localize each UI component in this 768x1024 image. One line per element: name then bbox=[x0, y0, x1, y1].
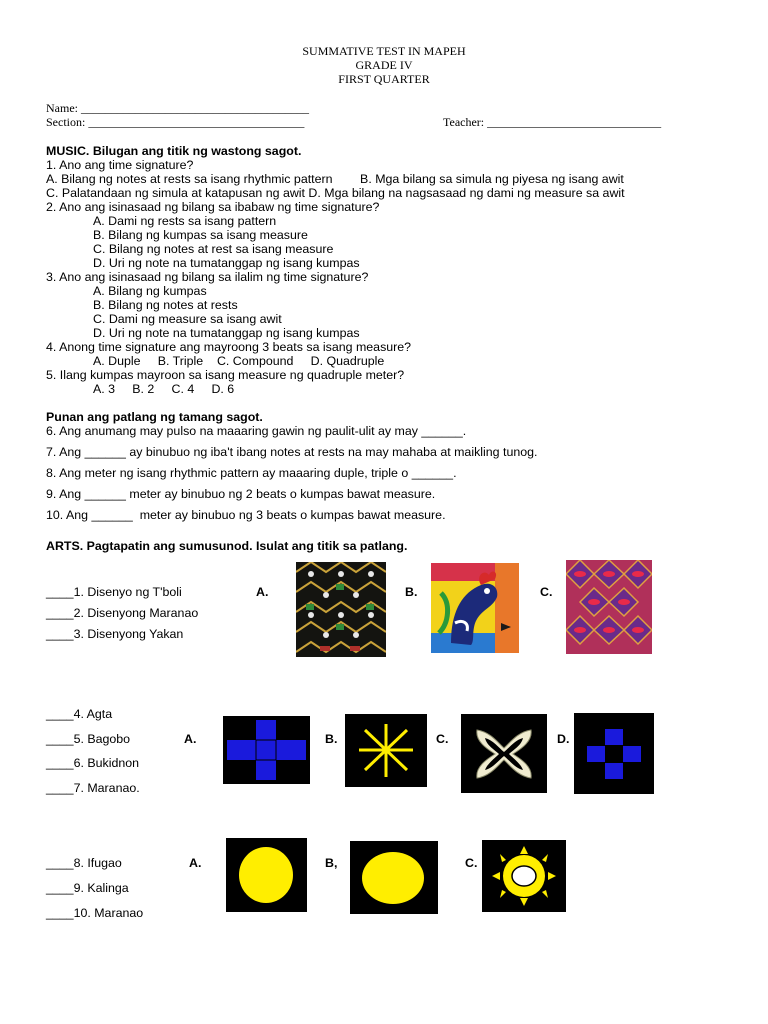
question-2-option-d: D. Uri ng note na tumatanggap ng isang kumpas bbox=[93, 256, 360, 270]
name-field[interactable]: Name: ______________________________________ bbox=[46, 101, 309, 115]
teacher-field[interactable]: Teacher: _____________________________ bbox=[443, 115, 662, 129]
arts-item-7: ____7. Maranao. bbox=[46, 781, 140, 795]
question-5-options: A. 3 B. 2 C. 4 D. 6 bbox=[93, 382, 235, 396]
arts-heading: ARTS. Pagtapatin ang sumusunod. Isulat ang titik sa patlang. bbox=[46, 539, 408, 553]
choice-letter-a: A. bbox=[189, 856, 202, 870]
arts-item-1: ____1. Disenyo ng T'boli bbox=[46, 585, 182, 599]
yellow-circle-symbol bbox=[226, 838, 307, 912]
question-3-option-a: A. Bilang ng kumpas bbox=[93, 284, 207, 298]
music-heading-label: MUSIC. bbox=[46, 144, 90, 158]
choice-letter-b: B. bbox=[405, 585, 418, 599]
choice-letter-a: A. bbox=[184, 732, 197, 746]
question-2-option-b: B. Bilang ng kumpas sa isang measure bbox=[93, 228, 308, 242]
question-4: 4. Anong time signature ang mayroong 3 beats sa isang measure? bbox=[46, 340, 412, 354]
music-heading-instruction: Bilugan ang titik ng wastong sagot. bbox=[89, 144, 302, 158]
question-4-options: A. Duple B. Triple C. Compound D. Quadruple bbox=[93, 354, 385, 368]
arts-item-3: ____3. Disenyong Yakan bbox=[46, 627, 184, 641]
choice-letter-c: C. bbox=[465, 856, 478, 870]
choice-letter-b: B. bbox=[325, 732, 338, 746]
question-5: 5. Ilang kumpas mayroon sa isang measure ng quadruple meter? bbox=[46, 368, 405, 382]
arts-item-5: ____5. Bagobo bbox=[46, 732, 131, 746]
blue-cross-symbol bbox=[223, 716, 310, 784]
question-3: 3. Ano ang isinasaad ng bilang sa ilalim ng time signature? bbox=[46, 270, 369, 284]
yellow-star-symbol bbox=[345, 714, 427, 787]
question-3-option-b: B. Bilang ng notes at rests bbox=[93, 298, 238, 312]
choice-letter-c: C. bbox=[436, 732, 449, 746]
yakan-textile-image bbox=[566, 560, 652, 654]
quarter-label: FIRST QUARTER bbox=[338, 72, 430, 86]
question-2-option-c: C. Bilang ng notes at rest sa isang measure bbox=[93, 242, 334, 256]
arts-item-6: ____6. Bukidnon bbox=[46, 756, 140, 770]
arts-item-9: ____9. Kalinga bbox=[46, 881, 129, 895]
yellow-oval-symbol bbox=[350, 841, 438, 914]
sun-symbol bbox=[482, 840, 566, 912]
blue-checker-symbol bbox=[574, 713, 654, 794]
maranao-design-image bbox=[431, 563, 519, 653]
arts-item-4: ____4. Agta bbox=[46, 707, 113, 721]
choice-letter-b: B, bbox=[325, 856, 338, 870]
question-3-option-d: D. Uri ng note na tumatanggap ng isang kumpas bbox=[93, 326, 360, 340]
question-1: 1. Ano ang time signature? bbox=[46, 158, 194, 172]
question-10: 10. Ang ______ meter ay binubuo ng 3 beats o kumpas bawat measure. bbox=[46, 508, 446, 522]
question-6: 6. Ang anumang may pulso na maaaring gawin ng paulit-ulit ay may ______. bbox=[46, 424, 467, 438]
question-9: 9. Ang ______ meter ay binubuo ng 2 beats o kumpas bawat measure. bbox=[46, 487, 436, 501]
question-2: 2. Ano ang isinasaad ng bilang sa ibabaw ng time signature? bbox=[46, 200, 380, 214]
test-title: SUMMATIVE TEST IN MAPEH bbox=[302, 44, 466, 58]
arts-item-10: ____10. Maranao bbox=[46, 906, 144, 920]
tboli-textile-image bbox=[296, 562, 386, 657]
arts-item-8: ____8. Ifugao bbox=[46, 856, 122, 870]
grade-label: GRADE IV bbox=[355, 58, 413, 72]
question-8: 8. Ang meter ng isang rhythmic pattern ay maaaring duple, triple o ______. bbox=[46, 466, 457, 480]
music-heading bbox=[46, 144, 301, 158]
question-1-options-line2: C. Palatandaan ng simula at katapusan ng awit D. Mga bilang na nagsasaad ng dami ng measure sa awit bbox=[46, 186, 625, 200]
question-1-options-line1: A. Bilang ng notes at rests sa isang rhythmic pattern B. Mga bilang sa simula ng piyesa ng isang awit bbox=[46, 172, 624, 186]
x-knot-symbol bbox=[461, 714, 547, 793]
choice-letter-a: A. bbox=[256, 585, 269, 599]
question-2-option-a: A. Dami ng rests sa isang pattern bbox=[93, 214, 277, 228]
fill-heading: Punan ang patlang ng tamang sagot. bbox=[46, 410, 263, 424]
question-3-option-c: C. Dami ng measure sa isang awit bbox=[93, 312, 282, 326]
choice-letter-c: C. bbox=[540, 585, 553, 599]
choice-letter-d: D. bbox=[557, 732, 570, 746]
question-7: 7. Ang ______ ay binubuo ng iba't ibang notes at rests na may mahaba at maikling tunog. bbox=[46, 445, 538, 459]
section-field[interactable]: Section: ____________________________________ bbox=[46, 115, 305, 129]
arts-item-2: ____2. Disenyong Maranao bbox=[46, 606, 199, 620]
